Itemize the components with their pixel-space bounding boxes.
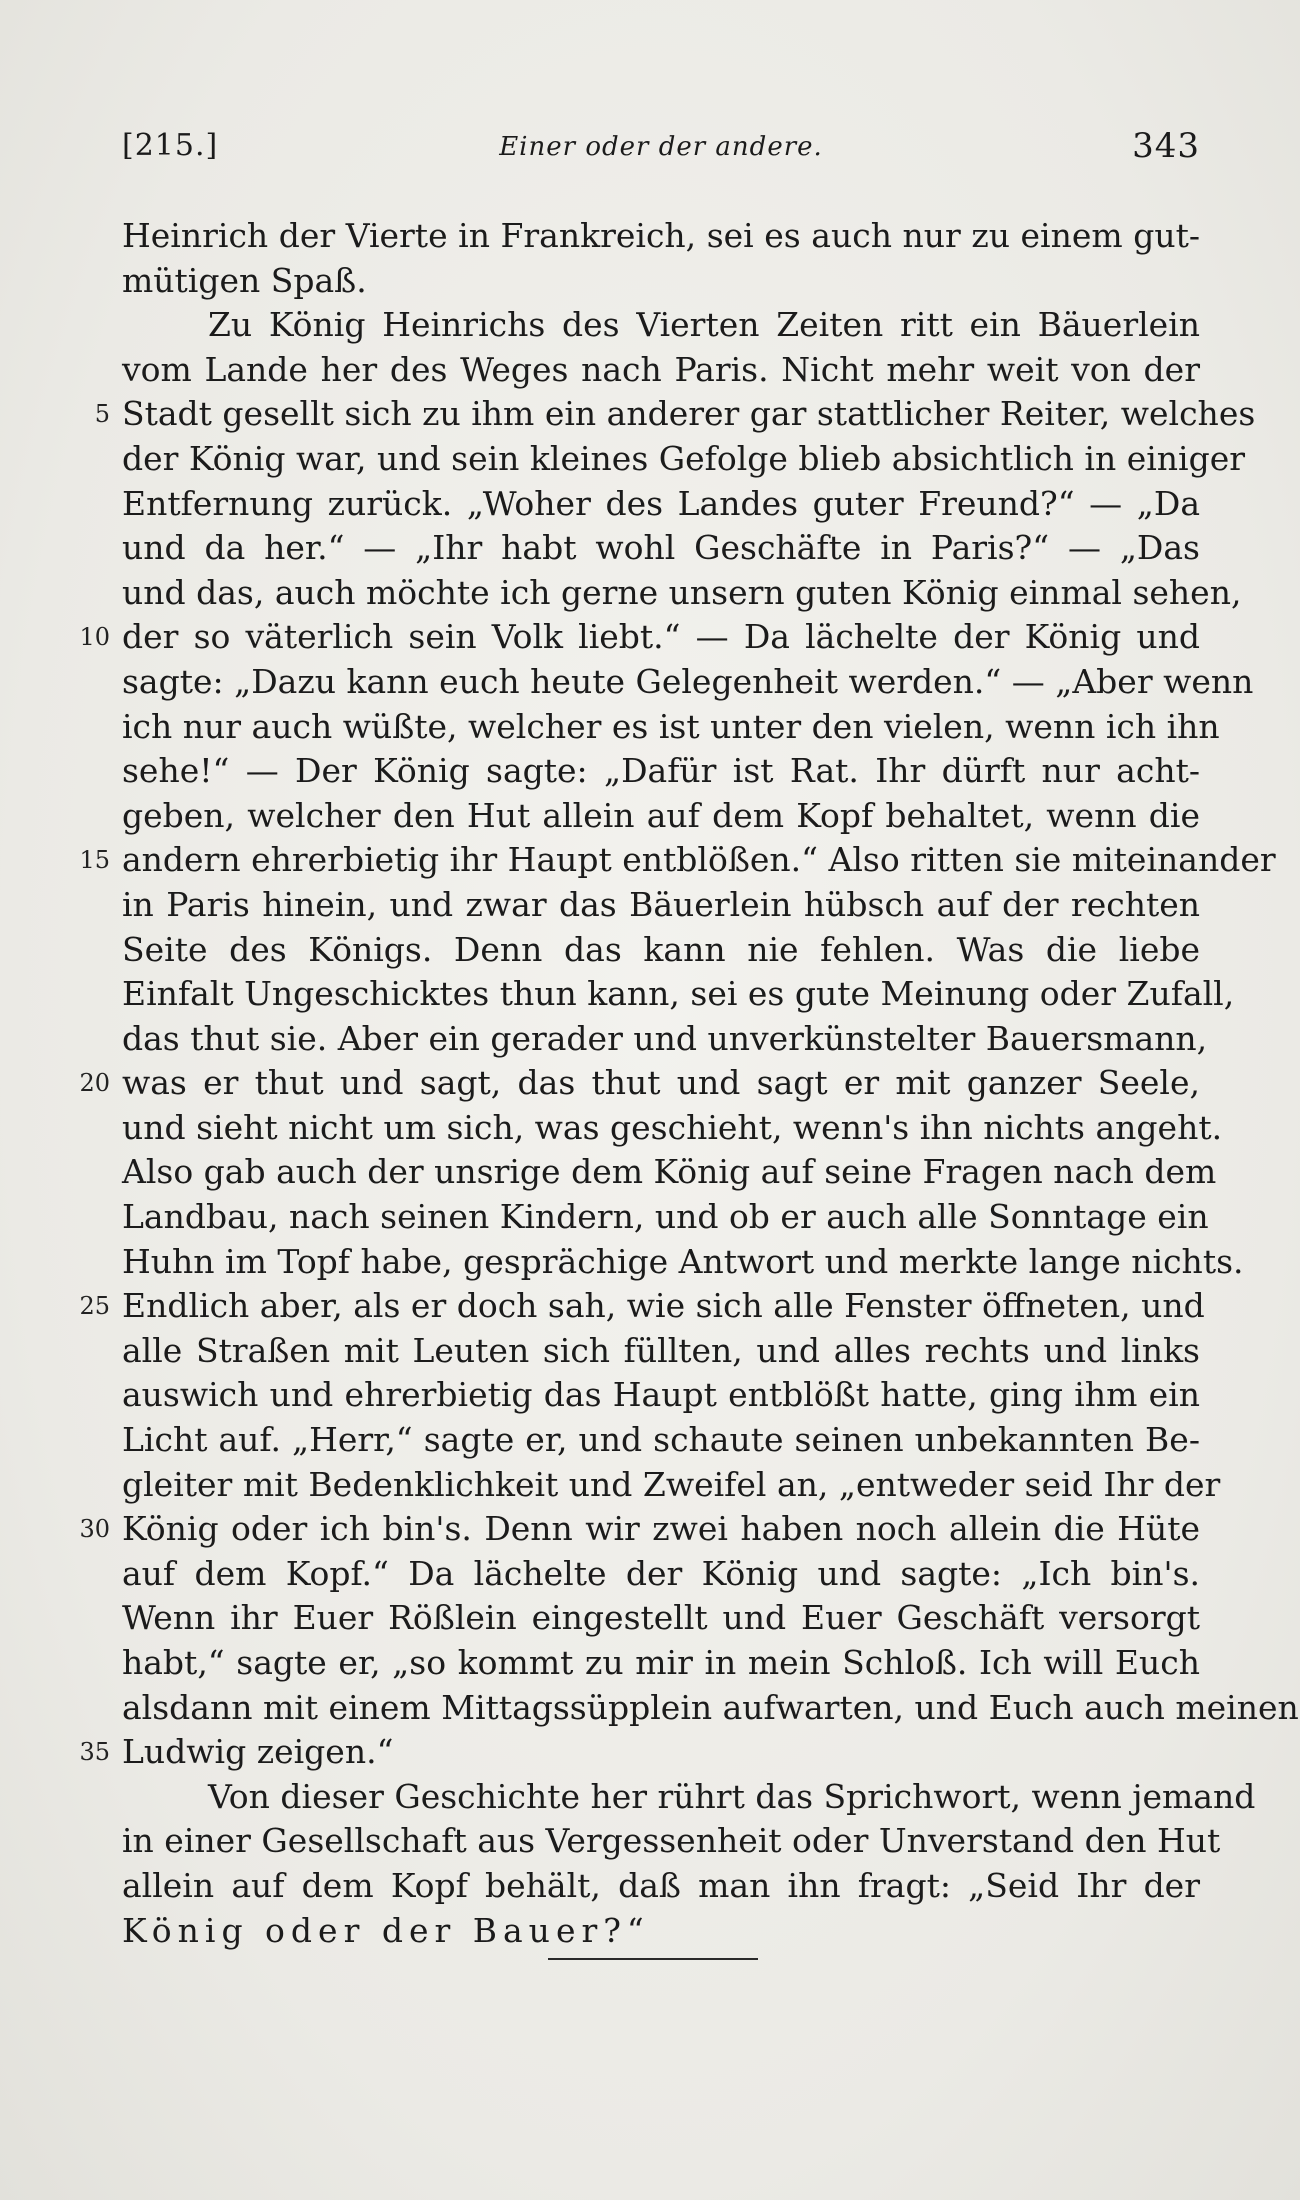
text-line: und da her.“ — „Ihr habt wohl Geschäfte in Paris?“ — „Das <box>122 528 1200 568</box>
text-line: alle Straßen mit Leuten sich füllten, und alles rechts und links <box>122 1330 1200 1370</box>
text-line: Licht auf. „Herr,“ sagte er, und schaute seinen unbekannten Be- <box>122 1420 1200 1460</box>
text-line: habt,“ sagte er, „so kommt zu mir in mein Schloß. Ich will Euch <box>122 1643 1200 1682</box>
text-line: allein auf dem Kopf behält, daß man ihn fragt: „Seid Ihr der <box>122 1865 1200 1905</box>
text-line: in einer Gesellschaft aus Vergessenheit oder Unverstand den Hut <box>122 1821 1221 1861</box>
text-line-content: König oder ich bin's. Denn wir zwei haben noch allein die Hüte <box>122 1509 1200 1549</box>
text-line: auswich und ehrerbietig das Haupt entblößt hatte, ging ihm ein <box>122 1375 1200 1415</box>
text-line: gleiter mit Bedenklichkeit und Zweifel an, „entweder seid Ihr der <box>122 1464 1221 1504</box>
text-line: alsdann mit einem Mittagssüpplein aufwarten, und Euch auch meinen <box>122 1687 1299 1727</box>
text-line-content: Stadt gesellt sich zu ihm ein anderer gar stattlicher Reiter, welches <box>122 394 1256 434</box>
text-line: Landbau, nach seinen Kindern, und ob er auch alle Sonntage ein <box>122 1197 1209 1237</box>
text-line-content: andern ehrerbietig ihr Haupt entblößen.“ Also ritten sie miteinander <box>122 840 1276 880</box>
text-line <box>79 1730 1200 1775</box>
page-header <box>122 128 1200 172</box>
text-line: Huhn im Topf habe, gesprächige Antwort und merkte lange nichts. <box>122 1241 1244 1281</box>
text-line: Wenn ihr Euer Rößlein eingestellt und Euer Geschäft versorgt <box>122 1598 1200 1638</box>
text-line-content: Endlich aber, als er doch sah, wie sich alle Fenster öffneten, und <box>122 1286 1205 1326</box>
text-line: Einfalt Ungeschicktes thun kann, sei es gute Meinung oder Zufall, <box>122 974 1235 1014</box>
line-number: 5 <box>94 400 110 429</box>
page-number: 343 <box>1132 126 1200 166</box>
text-line: geben, welcher den Hut allein auf dem Kopf behaltet, wenn die <box>122 795 1200 835</box>
text-line-content: was er thut und sagt, das thut und sagt er mit ganzer Seele, <box>122 1063 1200 1103</box>
text-line <box>79 1507 1200 1552</box>
text-line: sagte: „Dazu kann euch heute Gelegenheit werden.“ — „Aber wenn <box>122 661 1254 701</box>
line-number: 15 <box>79 846 110 875</box>
text-line: der König war, und sein kleines Gefolge blieb absichtlich in einiger <box>122 438 1246 478</box>
line-number: 30 <box>79 1515 110 1544</box>
text-line: Zu König Heinrichs des Vierten Zeiten ritt ein Bäuerlein <box>208 305 1200 345</box>
line-number: 10 <box>79 623 110 652</box>
text-line: Heinrich der Vierte in Frankreich, sei es auch nur zu einem gut- <box>122 216 1200 255</box>
body-text <box>79 214 1299 1953</box>
text-line-content: der so väterlich sein Volk liebt.“ — Da lächelte der König und <box>122 617 1200 657</box>
text-line: ich nur auch wüßte, welcher es ist unter den vielen, wenn ich ihn <box>122 706 1220 746</box>
text-line <box>79 1284 1205 1329</box>
text-line: vom Lande her des Weges nach Paris. Nicht mehr weit von der <box>122 349 1200 389</box>
section-end-rule <box>548 1958 758 1960</box>
text-line: und sieht nicht um sich, was geschieht, wenn's ihn nichts angeht. <box>122 1107 1223 1147</box>
line-number: 25 <box>79 1292 110 1321</box>
text-line: und das, auch möchte ich gerne unsern guten König einmal sehen, <box>122 572 1242 612</box>
text-line: König oder der Bauer?“ <box>122 1910 650 1950</box>
text-line <box>94 392 1256 437</box>
text-line: Seite des Königs. Denn das kann nie fehlen. Was die liebe <box>122 929 1200 969</box>
text-line: in Paris hinein, und zwar das Bäuerlein hübsch auf der rechten <box>122 884 1200 924</box>
line-number: 35 <box>79 1738 110 1767</box>
text-line: auf dem Kopf.“ Da lächelte der König und sagte: „Ich bin's. <box>122 1553 1200 1593</box>
text-line: das thut sie. Aber ein gerader und unverkünstelter Bauersmann, <box>122 1018 1208 1058</box>
text-line: Von dieser Geschichte her rührt das Sprichwort, wenn jemand <box>208 1776 1256 1816</box>
text-line <box>79 838 1276 883</box>
running-title: Einer oder der andere. <box>499 132 823 162</box>
text-line <box>79 615 1200 660</box>
text-line: Also gab auch der unsrige dem König auf seine Fragen nach dem <box>122 1152 1217 1192</box>
page-reference: [215.] <box>122 128 219 163</box>
line-number: 20 <box>79 1069 110 1098</box>
text-line: Entfernung zurück. „Woher des Landes guter Freund?“ — „Da <box>122 483 1200 523</box>
text-line: sehe!“ — Der König sagte: „Dafür ist Rat. Ihr dürft nur acht- <box>122 751 1200 791</box>
text-line: mütigen Spaß. <box>122 260 367 300</box>
text-line <box>79 1061 1200 1106</box>
text-line-content: Ludwig zeigen.“ <box>122 1732 394 1772</box>
